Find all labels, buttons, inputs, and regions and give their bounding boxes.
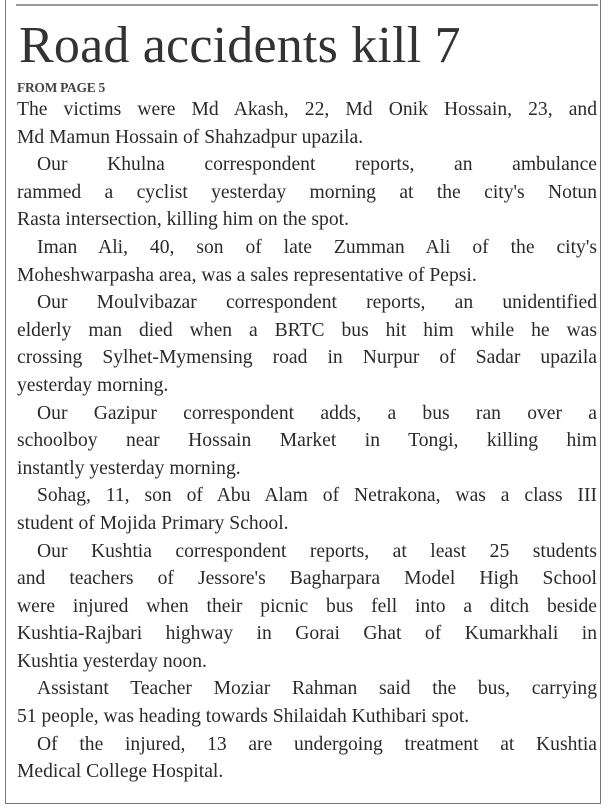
text-line: The victims were Md Akash, 22, Md Onik Hossain, 23, and [17,99,597,120]
text-line: Assistant Teacher Moziar Rahman said the bus, carrying [37,678,597,700]
text-line: Our Khulna correspondent reports, an ambulance [37,154,597,176]
headline: Road accidents kill 7 [19,17,461,74]
text-line: yesterday morning. [17,374,169,396]
text-line: Moheshwarpasha area, was a sales representative of Pepsi. [17,264,477,286]
paragraph [17,731,597,786]
paragraph [17,234,597,289]
paragraph [17,289,597,399]
text-line: were injured when their picnic bus fell into a ditch beside [17,595,597,617]
paragraph [17,96,597,151]
text-line: and teachers of Jessore's Bagharpara Model High School [17,568,597,590]
paragraph [17,151,597,234]
paragraph [17,538,597,676]
text-line: Rasta intersection, killing him on the spot. [17,209,349,231]
continuation-kicker: FROM PAGE 5 [17,80,105,95]
text-line: schoolboy near Hossain Market in Tongi, killing him [17,430,597,452]
text-line: student of Mojida Primary School. [17,512,289,534]
text-line: Our Moulvibazar correspondent reports, an unidentified [37,292,597,314]
text-line: Kushtia-Rajbari highway in Gorai Ghat of Kumarkhali in [17,623,597,645]
text-line: Medical College Hospital. [17,761,224,783]
top-rule [16,4,598,6]
text-line: Our Gazipur correspondent adds, a bus ran over a [37,402,597,424]
article-body [17,96,597,786]
text-line: Md Mamun Hossain of Shahzadpur upazila. [17,126,364,148]
text-line: Of the injured, 13 are undergoing treatment at Kushtia [37,733,597,755]
paragraph [17,675,597,730]
text-line: Our Kushtia correspondent reports, at least 25 students [37,540,597,562]
text-line: Kushtia yesterday noon. [17,650,207,672]
text-line: Iman Ali, 40, son of late Zumman Ali of the city's [37,236,597,258]
paragraph [17,482,597,537]
text-line: rammed a cyclist yesterday morning at the city's Notun [17,181,597,203]
text-line: Sohag, 11, son of Abu Alam of Netrakona, was a class III [37,485,597,507]
paragraph [17,400,597,483]
text-line: elderly man died when a BRTC bus hit him while he was [17,319,597,341]
text-line: crossing Sylhet-Mymensing road in Nurpur of Sadar upazila [17,347,597,369]
text-line: 51 people, was heading towards Shilaidah Kuthibari spot. [17,706,470,728]
text-line: instantly yesterday morning. [17,457,241,479]
